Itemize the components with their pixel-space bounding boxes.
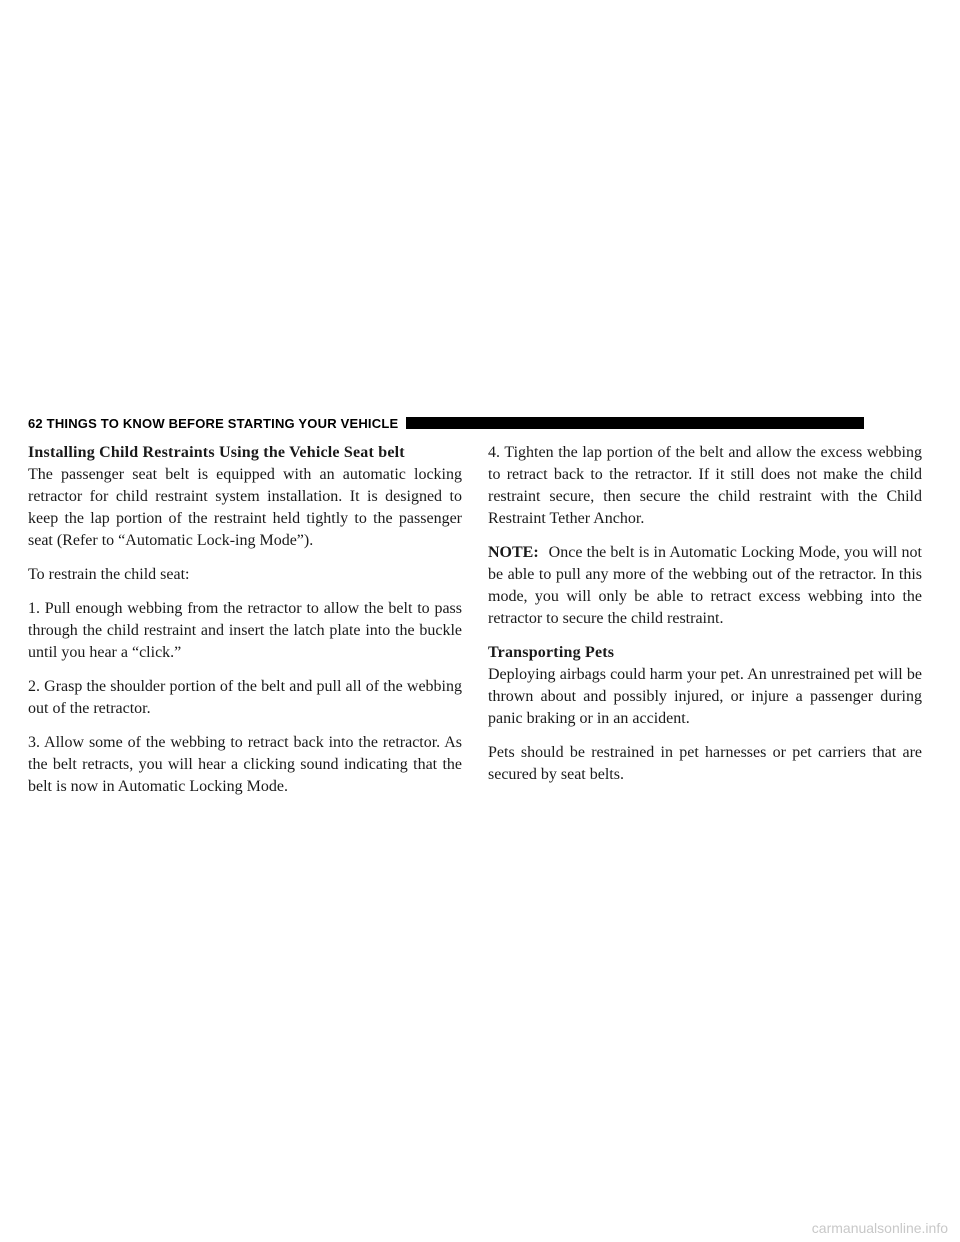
- paragraph-pets-airbags: Deploying airbags could harm your pet. An unrestrained pet will be thrown about and possibly injured, or injure a passenger during panic braking or in an accident.: [488, 666, 922, 727]
- section-heading-transporting-pets: Transporting Pets: [488, 644, 615, 661]
- page-header: [28, 414, 864, 432]
- step-2: 2. Grasp the shoulder portion of the belt and pull all of the webbing out of the retractor.: [28, 678, 462, 717]
- paragraph-restrain: To restrain the child seat:: [28, 566, 190, 583]
- section-heading-child-restraints: Installing Child Restraints Using the Vehicle Seat belt: [28, 444, 405, 461]
- page-header-text: 62 THINGS TO KNOW BEFORE STARTING YOUR VEHICLE: [28, 415, 399, 431]
- right-column: [488, 442, 922, 798]
- note-paragraph: [488, 542, 922, 630]
- note-label: NOTE:: [488, 544, 539, 561]
- step-1: 1. Pull enough webbing from the retractor to allow the belt to pass through the child restraint and insert the latch plate into the buckle until you hear a “click.”: [28, 600, 462, 661]
- step-4: 4. Tighten the lap portion of the belt and allow the excess webbing to retract back to the retractor. If it still does not make the child restraint secure, then secure the child restraint with the Child Restraint Tether Anchor.: [488, 444, 922, 527]
- header-rule: [406, 417, 864, 429]
- paragraph-pets-restraint: Pets should be restrained in pet harnesses or pet carriers that are secured by seat belts.: [488, 744, 922, 783]
- note-text: Once the belt is in Automatic Locking Mode, you will not be able to pull any more of the webbing out of the retractor. In this mode, you will only be able to retract excess webbing into the retractor to secure the child restraint.: [488, 544, 922, 627]
- left-column: [28, 442, 462, 810]
- paragraph-intro: The passenger seat belt is equipped with an automatic locking retractor for child restraint system installation. It is designed to keep the lap portion of the restraint held tightly to the passenger seat (Refer to “Automatic Lock-ing Mode”).: [28, 466, 462, 549]
- step-3: 3. Allow some of the webbing to retract back into the retractor. As the belt retracts, you will hear a clicking sound indicating that the belt is now in Automatic Locking Mode.: [28, 734, 462, 795]
- watermark: carmanualsonline.info: [811, 1220, 948, 1236]
